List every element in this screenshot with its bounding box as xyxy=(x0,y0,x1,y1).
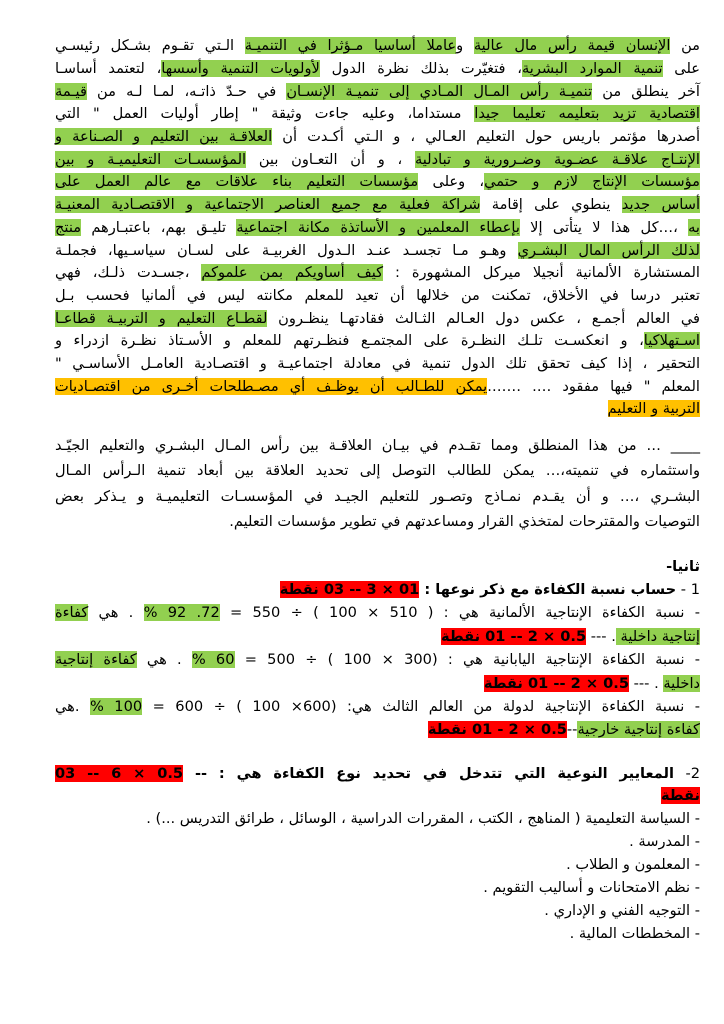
text-line xyxy=(55,808,700,829)
text-run: ____ … من هذا المنطلق ومما تقـدم في بيـان العلاقـة بين رأس المـال البشـري والتعليم الجيّـد xyxy=(55,437,700,454)
green-highlight: كفاءة إنتاجية خارجية xyxy=(577,721,700,738)
green-highlight: 60 % xyxy=(191,651,235,668)
text-run: على xyxy=(662,60,700,77)
text-run: آخر ينطلق من xyxy=(592,83,700,100)
text-run: - السياسة التعليمية ( المناهج ، الكتب ، المقررات الدراسية ، الوسائل ، طرائق التدريس ...) . xyxy=(146,810,700,827)
text-line xyxy=(55,602,700,623)
green-highlight: أساس جديد xyxy=(621,196,700,213)
green-highlight: المؤسسـات التعليميـة و بين xyxy=(55,151,247,168)
text-line xyxy=(55,149,700,170)
text-line xyxy=(55,900,700,921)
red-score-highlight: 0.5 × 2 -- 01 نقطة xyxy=(441,628,587,645)
text-run: . --- xyxy=(586,628,616,645)
text-line xyxy=(55,194,700,215)
text-run: . هي xyxy=(88,604,144,621)
text-run: من xyxy=(670,37,701,54)
text-run: أصدرها مؤتمر باريس حول التعليم العـالي ، و الـتي أكـدت أن xyxy=(272,128,700,145)
text-run: - المخططات المالية . xyxy=(569,925,700,942)
text-line xyxy=(55,435,700,456)
text-line xyxy=(55,696,700,717)
text-run: المستشارة الألمانية أنجيلا ميركل المشهورة : xyxy=(383,264,700,281)
green-highlight: كيف أساويكم بمن علموكم xyxy=(201,264,384,281)
text-line xyxy=(55,330,700,351)
text-run: تعتبر درسا في الأخلاق، تمكنت من خلالها أن تعيد للمعلم مكانته ليس في ألمانيا فحسب بـل xyxy=(55,287,700,304)
text-run: ، و أن التعـاون بين xyxy=(246,151,415,168)
text-run: المعلم " فيها مفقود …. ……. xyxy=(487,378,700,395)
green-highlight: كفاءة إنتاجية xyxy=(55,651,137,668)
green-highlight: شراكة فعلية مع جميع العناصر الاجتماعية و الاقتصـادية المعنيـة xyxy=(55,196,481,213)
red-score-highlight: 0.5 × 2 - 01 نقطة xyxy=(427,721,567,738)
text-run: ،…كل هذا لا يتأتى إلا xyxy=(519,219,689,236)
green-highlight: داخلية xyxy=(663,675,700,692)
text-run: - نسبة الكفاءة الإنتاجية لدولة من العالم الثالث هي: (600× 100 ) ÷ 600 = xyxy=(142,698,700,715)
text-line xyxy=(55,854,700,875)
green-highlight: لذلك الرأس المال البشـري xyxy=(517,242,700,259)
green-highlight: الإنسان قيمة رأس مال عالية xyxy=(473,37,671,54)
red-score-highlight: 0.5 × 6 -- 03 xyxy=(55,765,184,782)
text-line xyxy=(55,308,700,329)
text-line xyxy=(55,126,700,147)
text-run: - المدرسة . xyxy=(629,833,700,850)
text-line xyxy=(55,217,700,238)
text-run: واستثماره في تنميته،… يمكن للطالب التوصل إلى تحديد العلاقة بين أبعاد تنمية الـرأس المـال xyxy=(55,462,700,479)
text-run: ، وعلى xyxy=(418,173,485,190)
text-run: ، و انعكسـت تلـك النظـرة على المجتمـع فنظـرتهم للمعلم و الأسـتاذ نظـرة ازدراء و xyxy=(55,332,644,349)
text-run: - نسبة الكفاءة الإنتاجية الألمانية هي : ( 510 × 100 ) ÷ 550 = xyxy=(219,604,700,621)
green-highlight: إنتاجية داخلية xyxy=(615,628,700,645)
green-highlight: الإنتـاج علاقـة عضـوية وضـرورية و تبادلية xyxy=(414,151,700,168)
text-line xyxy=(55,376,700,397)
text-line xyxy=(55,58,700,79)
text-line xyxy=(55,511,700,532)
text-run: . هي xyxy=(136,651,192,668)
red-score-highlight: نقطة xyxy=(660,787,700,804)
green-highlight: بإعطاء المعلمين و الأساتذة مكانة اجتماعية xyxy=(236,219,520,236)
text-run: - نسبة الكفاءة الإنتاجية اليابانية هي : (300 × 100 ) ÷ 500 = xyxy=(234,651,701,668)
bold-text: حساب نسبة الكفاءة مع ذكر نوعها : xyxy=(419,581,677,598)
text-run: - المعلمون و الطلاب . xyxy=(566,856,700,873)
text-line xyxy=(55,649,700,670)
text-line xyxy=(55,626,700,647)
green-highlight: به xyxy=(688,219,700,236)
orange-highlight: يمكن للطـالب أن يوظـف أي مصـطلحات أخـرى من اقتصـاديات xyxy=(55,378,488,395)
text-run: مستداما، وعليه جاءت وثيقة " إطار أوليات العمل " التي xyxy=(55,105,475,122)
text-line xyxy=(55,556,700,577)
text-line xyxy=(55,673,700,694)
green-highlight: اقتصادية تزيد بتعليمه تعليما جيدا xyxy=(474,105,700,122)
green-highlight: لقطـاع التعليم و التربيـة قطاعـا xyxy=(55,310,268,327)
text-run: و xyxy=(456,37,474,54)
green-highlight: تنميـة رأس المـال المـادي إلى تنميـة الإنسـان xyxy=(286,83,593,100)
green-highlight: كفاءة xyxy=(55,604,89,621)
green-highlight: 72. 92 % xyxy=(143,604,220,621)
text-run: .هي xyxy=(55,698,90,715)
text-run: تليـق بهم، باعتبـارهم xyxy=(81,219,237,236)
text-line xyxy=(55,486,700,507)
text-run: -- xyxy=(566,721,578,738)
text-line xyxy=(55,262,700,283)
text-run: وهـو مـا تجسـد عنـد الـدول الغربيـة على لسـان سياسـيها، فجملـة xyxy=(55,242,518,259)
text-line xyxy=(55,877,700,898)
text-line xyxy=(55,398,700,419)
text-line xyxy=(55,81,700,102)
green-highlight: مؤسسات الإنتاج لازم و حتمي xyxy=(484,173,700,190)
red-score-highlight: 0.5 × 2 -- 01 نقطة xyxy=(483,675,629,692)
text-line xyxy=(55,240,700,261)
green-highlight: اسـتهلاكيا xyxy=(643,332,700,349)
text-run: ، لتعتمد أساسـا xyxy=(55,60,162,77)
text-line xyxy=(55,579,700,600)
bold-text: المعايير النوعية التي تتدخل في تحديد نوع الكفاءة هي : -- xyxy=(183,765,675,782)
text-line xyxy=(55,353,700,374)
green-highlight: منتج xyxy=(55,219,82,236)
text-run: في حـدّ ذاتـه، لمـا لـه من xyxy=(86,83,287,100)
text-run: 2- xyxy=(674,765,701,782)
text-line xyxy=(55,171,700,192)
text-run: - التوجيه الفني و الإداري . xyxy=(544,902,700,919)
green-highlight: عاملا أساسيا مـؤثرا في التنميـة xyxy=(244,37,457,54)
green-highlight: لأولويات التنمية وأسسها xyxy=(161,60,320,77)
green-highlight: مؤسسات التعليم بناء علاقات مع عالم العمل على xyxy=(55,173,419,190)
text-run: في العالم أجمـع ، عكس دول العـالم الثـالث فقادتهـا ينظـرون xyxy=(267,310,701,327)
text-run: - نظم الامتحانات و أساليب التقويم . xyxy=(483,879,700,896)
bold-text: ثانيا- xyxy=(666,558,700,575)
text-run: التحقير ، إذا كيف تحقق تلك الدول تنمية في معادلة اجتماعيـة و اقتصـادية العامـل الأساسـي " xyxy=(55,355,700,372)
text-run: ، فتغيّرت بذلك نظرة الدول xyxy=(319,60,522,77)
text-run: . --- xyxy=(629,675,664,692)
green-highlight: قيـمة xyxy=(55,83,87,100)
text-line xyxy=(55,831,700,852)
text-run: التوصيات والمقترحات لمتخذي القرار ومساعدتهم في تطوير مؤسسات التعليم. xyxy=(229,513,700,530)
text-line xyxy=(55,285,700,306)
orange-highlight: التربية و التعليم xyxy=(607,400,700,417)
red-score-highlight: 01 × 3 -- 03 نقطة xyxy=(279,581,420,598)
text-line xyxy=(55,923,700,944)
text-line xyxy=(55,35,700,56)
text-run: البشـري ،… و أن يقـدم نمـاذج وتصـور للتعليم الجيـد في المؤسسـات التعليميـة و يـذكر بعض xyxy=(55,488,700,505)
text-line xyxy=(55,763,700,784)
text-run: 1 - xyxy=(676,581,700,598)
text-line xyxy=(55,103,700,124)
text-run: ينطوي على إقامة xyxy=(480,196,622,213)
text-line xyxy=(55,460,700,481)
text-line xyxy=(55,785,700,806)
text-run: ،جسـدت ذلـك، فهي xyxy=(55,264,202,281)
text-line xyxy=(55,719,700,740)
green-highlight: تنمية الموارد البشرية xyxy=(521,60,663,77)
text-run: الـتي تقـوم بشـكل رئيسـي xyxy=(55,37,245,54)
green-highlight: 100 % xyxy=(89,698,143,715)
green-highlight: العلاقـة بين التعليم و الصـناعة و xyxy=(55,128,273,145)
